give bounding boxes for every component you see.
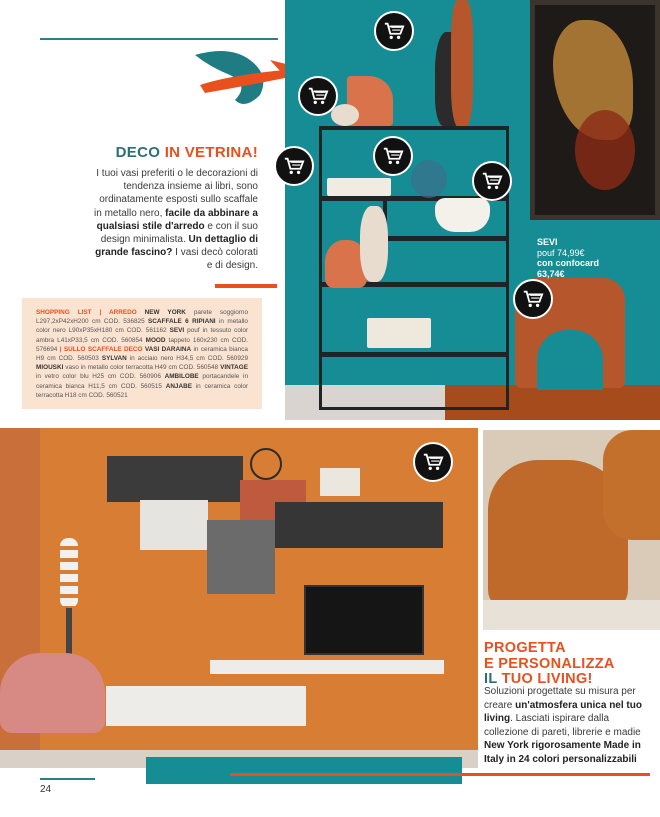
- cart-glyph-icon: [481, 170, 503, 192]
- shelf-level: [319, 352, 509, 357]
- floor-lamp-globes: [60, 538, 78, 608]
- shopping-cart-icon[interactable]: [374, 11, 414, 51]
- deco-paragraph: [92, 167, 258, 273]
- shopping-scaffale: SCAFFALE 6 RIPIANI: [148, 318, 216, 326]
- progetta-line3b: TUO LIVING!: [501, 671, 593, 687]
- shopping-sullo: | SULLO SCAFFALE DECO: [59, 345, 143, 353]
- cart-glyph-icon: [422, 451, 444, 473]
- shelf-level: [385, 236, 509, 241]
- artwork-red-shape: [575, 110, 635, 190]
- rust-armchair-side: [603, 430, 660, 540]
- shopping-cart-icon[interactable]: [373, 136, 413, 176]
- cream-vase: [360, 206, 388, 282]
- deco-text-1: I tuoi vasi preferiti o le decorazioni di tendenza insieme ai libri, sono ordinatamente esposti sullo scaffale in metallo nero,: [94, 168, 258, 219]
- progetta-line2: E PERSONALIZZA: [484, 655, 615, 672]
- armchair-photo: [483, 430, 660, 630]
- teal-footer-band: [146, 757, 462, 784]
- cart-glyph-icon: [522, 288, 544, 310]
- footer-orange-line: [230, 773, 650, 776]
- shopping-sylvan: SYLVAN: [101, 355, 127, 363]
- shopping-p1: parete soggiorno L297,2xP42xH200 cm COD. 536825: [36, 309, 248, 326]
- shopping-list-box: [22, 298, 262, 409]
- top-divider-line: [40, 38, 278, 40]
- dark-wall-cabinet: [275, 502, 443, 548]
- shopping-ambilobe: AMBILOBE: [164, 373, 199, 381]
- progetta-line1: PROGETTA: [484, 640, 566, 656]
- shopping-p3: pouf in tessuto color ambra L41xP33,5 cm COD. 560854: [36, 327, 248, 344]
- shopping-sevi: SEVI: [169, 327, 185, 335]
- book-stack-lower: [367, 318, 431, 348]
- progetta-b2: New York rigorosamente Made in Italy in 24 colori personalizzabili: [484, 740, 641, 765]
- shopping-miouski: MIOUSKI: [36, 364, 64, 372]
- footer-teal-line: [40, 778, 95, 780]
- blue-glass-vase: [411, 160, 447, 198]
- sevi-promo-price: 63,74€: [537, 268, 565, 279]
- shopping-vintage: VINTAGE: [220, 364, 248, 372]
- shopping-p8: in vetro color blu H25 cm COD. 560906: [36, 373, 165, 381]
- pouf-arch: [537, 330, 603, 390]
- progetta-t1: Soluzioni progettate su misura per creare: [484, 686, 636, 711]
- progetta-title: [484, 641, 615, 688]
- dark-marble-cabinet: [107, 456, 243, 502]
- cart-glyph-icon: [383, 20, 405, 42]
- white-shelf: [140, 500, 208, 550]
- shopping-cart-icon[interactable]: [472, 161, 512, 201]
- progetta-b1: un'atmosfera unica nel tuo living: [484, 699, 642, 725]
- deco-text-2: e con il suo design minimalista.: [100, 220, 258, 246]
- sevi-price-tag: [537, 237, 599, 279]
- shopping-cart-icon[interactable]: [513, 279, 553, 319]
- shopping-cart-icon[interactable]: [413, 442, 453, 482]
- cart-glyph-icon: [307, 85, 329, 107]
- shopping-p4: tappeto 160x230 cm COD. 576694: [36, 336, 248, 353]
- deco-title-part2: IN VETRINA!: [164, 144, 258, 161]
- brush-stroke-decoration: [190, 45, 300, 115]
- shopping-sep: |: [91, 309, 110, 316]
- progetta-paragraph: [484, 685, 656, 767]
- white-candle-holder: [435, 198, 490, 232]
- progetta-t2: . Lasciati ispirare dalla collezione di pareti, librerie e madie: [484, 713, 641, 738]
- shopping-cart-icon[interactable]: [298, 76, 338, 116]
- living-wall-photo: [0, 428, 478, 768]
- white-round-vase: [331, 104, 359, 126]
- shopping-anjabe: ANJABE: [165, 382, 192, 390]
- deco-text-3: I vasi decò colorati e di design.: [172, 247, 258, 272]
- shopping-mood: MOOD: [145, 336, 166, 344]
- deco-title-part1: DECO: [115, 144, 165, 161]
- wall-clock: [250, 448, 282, 480]
- shopping-cart-icon[interactable]: [274, 146, 314, 186]
- deco-text-bold-1: facile da abbinare a qualsiasi stile d'arredo: [96, 207, 258, 232]
- shopping-daraina: VASI DARAINA: [142, 345, 192, 353]
- television: [304, 585, 424, 655]
- sevi-price: pouf 74,99€: [537, 247, 585, 258]
- shopping-p5: in ceramica bianca H9 cm COD. 560503: [36, 345, 248, 363]
- book-stack: [327, 178, 391, 196]
- fur-rug: [483, 600, 660, 630]
- shopping-p2: in metallo color nero L90xP35xH180 cm COD. 561162: [36, 318, 248, 335]
- shopping-p7: vaso in metallo color terracotta H49 cm COD. 560548: [63, 364, 221, 372]
- floating-white-shelf: [210, 660, 444, 674]
- shopping-p6: in acciaio nero H34,5 cm COD. 560929: [126, 355, 248, 363]
- orange-divider-line: [215, 284, 277, 288]
- page-number: 24: [40, 784, 52, 795]
- deco-title: [116, 144, 258, 161]
- low-white-sideboard: [106, 686, 306, 726]
- cart-glyph-icon: [283, 155, 305, 177]
- terracotta-tall-vase: [451, 0, 473, 126]
- shopping-list-label: SHOPPING LIST: [36, 309, 92, 316]
- white-box-shelf: [320, 468, 360, 496]
- sevi-promo-label: con confocard: [537, 258, 600, 268]
- shelf-product-photo: [285, 0, 660, 420]
- shopping-p10: in ceramica color terracotta H18 cm COD. 560521: [36, 382, 249, 399]
- shopping-p9: portacandele in ceramica bianca H11,5 cm COD. 560515: [36, 373, 249, 390]
- cart-glyph-icon: [382, 145, 404, 167]
- shopping-arredo: ARREDO: [109, 309, 137, 316]
- shopping-newyork: NEW YORK: [136, 309, 186, 316]
- progetta-line3a: IL: [484, 671, 502, 687]
- grey-cabinet: [207, 520, 275, 594]
- pink-armchair: [0, 653, 105, 733]
- sevi-name: SEVI: [537, 237, 558, 247]
- deco-text-bold-2: Un dettaglio di grande fascino?: [95, 234, 258, 259]
